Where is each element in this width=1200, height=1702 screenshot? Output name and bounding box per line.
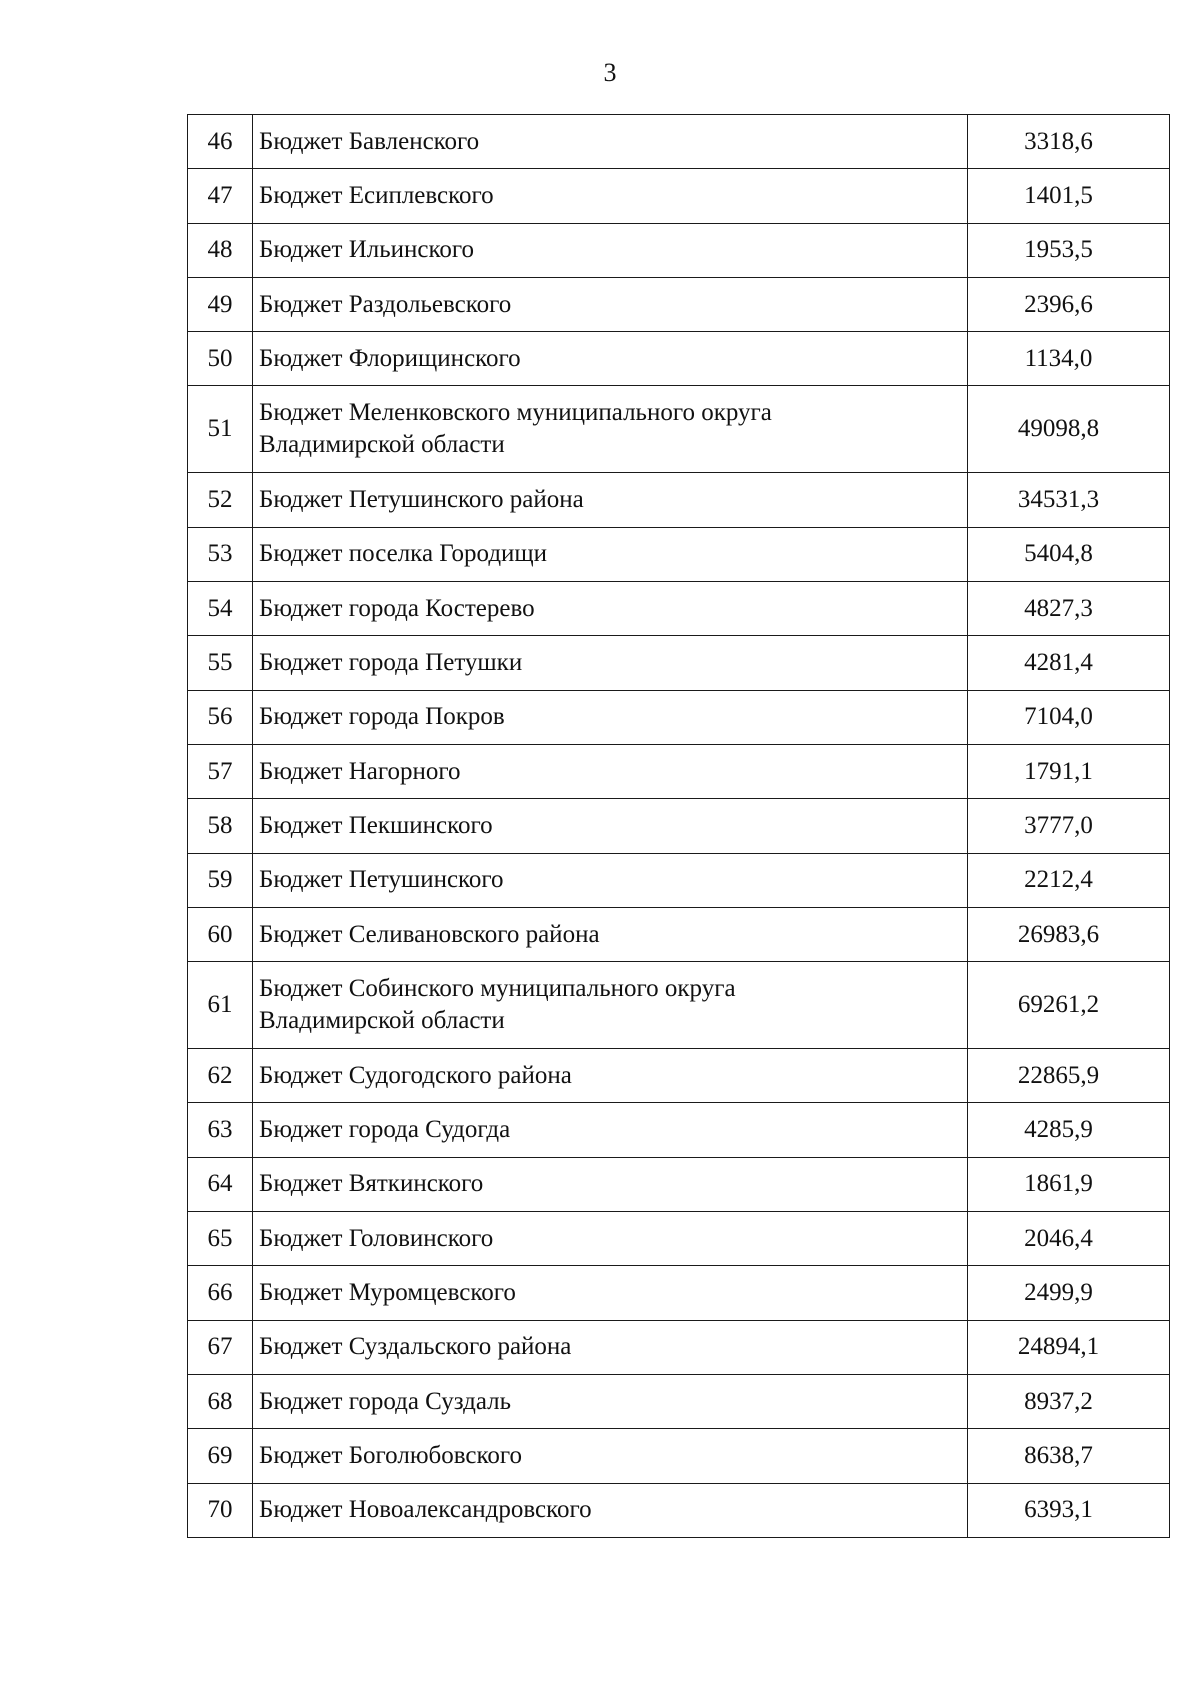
budget-name: Бюджет Селивановского района (253, 907, 968, 961)
table-row (188, 386, 1170, 473)
row-number: 61 (188, 962, 253, 1049)
table-row (188, 690, 1170, 744)
budget-amount: 2499,9 (968, 1266, 1170, 1320)
budget-name: Бюджет Муромцевского (253, 1266, 968, 1320)
budget-name: Бюджет Ильинского (253, 223, 968, 277)
budget-amount: 26983,6 (968, 907, 1170, 961)
table-row (188, 115, 1170, 169)
budget-name: Бюджет Головинского (253, 1212, 968, 1266)
budget-name: Бюджет Нагорного (253, 744, 968, 798)
row-number: 69 (188, 1429, 253, 1483)
budget-name: Бюджет Новоалександровского (253, 1483, 968, 1537)
page-number: 3 (603, 58, 617, 87)
budget-amount: 8937,2 (968, 1374, 1170, 1428)
table-row (188, 223, 1170, 277)
table-row (188, 1103, 1170, 1157)
budget-name: Бюджет Бавленского (253, 115, 968, 169)
budget-amount: 4827,3 (968, 582, 1170, 636)
table-row (188, 853, 1170, 907)
budget-name: Бюджет города Суздаль (253, 1374, 968, 1428)
budget-name: Бюджет Есиплевского (253, 169, 968, 223)
table-row (188, 169, 1170, 223)
budget-amount: 2396,6 (968, 277, 1170, 331)
budget-name-line: Бюджет Собинского муниципального округа (259, 975, 736, 1003)
budget-amount: 1401,5 (968, 169, 1170, 223)
budget-amount: 1953,5 (968, 223, 1170, 277)
row-number: 66 (188, 1266, 253, 1320)
budget-amount: 2046,4 (968, 1212, 1170, 1266)
row-number: 57 (188, 744, 253, 798)
table-row (188, 1374, 1170, 1428)
budget-amount: 69261,2 (968, 962, 1170, 1049)
budget-amount: 6393,1 (968, 1483, 1170, 1537)
table-row (188, 744, 1170, 798)
row-number: 49 (188, 277, 253, 331)
row-number: 65 (188, 1212, 253, 1266)
budget-name-line: Владимирской области (259, 1007, 505, 1035)
row-number: 58 (188, 799, 253, 853)
table-row (188, 636, 1170, 690)
budget-amount: 4285,9 (968, 1103, 1170, 1157)
budget-amount: 34531,3 (968, 473, 1170, 527)
row-number: 63 (188, 1103, 253, 1157)
budget-name: Бюджет города Петушки (253, 636, 968, 690)
budget-name (253, 386, 968, 473)
budget-name: Бюджет города Судогда (253, 1103, 968, 1157)
row-number: 54 (188, 582, 253, 636)
table-row (188, 277, 1170, 331)
table-row (188, 332, 1170, 386)
budget-name: Бюджет Судогодского района (253, 1049, 968, 1103)
budget-amount: 5404,8 (968, 527, 1170, 581)
budget-name: Бюджет города Костерево (253, 582, 968, 636)
budget-name: Бюджет Пекшинского (253, 799, 968, 853)
row-number: 59 (188, 853, 253, 907)
row-number: 56 (188, 690, 253, 744)
table-row (188, 473, 1170, 527)
budget-amount: 49098,8 (968, 386, 1170, 473)
budget-name: Бюджет Петушинского района (253, 473, 968, 527)
budget-name (253, 962, 968, 1049)
budget-amount: 2212,4 (968, 853, 1170, 907)
row-number: 67 (188, 1320, 253, 1374)
budget-name: Бюджет города Покров (253, 690, 968, 744)
table-row (188, 799, 1170, 853)
budget-name-line: Бюджет Меленковского муниципального округа (259, 399, 772, 427)
table-row (188, 1320, 1170, 1374)
budget-name-line: Владимирской области (259, 431, 505, 459)
row-number: 64 (188, 1157, 253, 1211)
budget-name: Бюджет Вяткинского (253, 1157, 968, 1211)
row-number: 50 (188, 332, 253, 386)
budget-amount: 7104,0 (968, 690, 1170, 744)
budget-name: Бюджет Петушинского (253, 853, 968, 907)
budget-name: Бюджет Боголюбовского (253, 1429, 968, 1483)
row-number: 68 (188, 1374, 253, 1428)
row-number: 46 (188, 115, 253, 169)
table-row (188, 1266, 1170, 1320)
budget-amount: 22865,9 (968, 1049, 1170, 1103)
budget-name: Бюджет поселка Городищи (253, 527, 968, 581)
table-row (188, 1212, 1170, 1266)
budget-table (187, 114, 1170, 1538)
budget-amount: 3777,0 (968, 799, 1170, 853)
budget-amount: 1861,9 (968, 1157, 1170, 1211)
budget-name: Бюджет Раздольевского (253, 277, 968, 331)
budget-amount: 1791,1 (968, 744, 1170, 798)
budget-amount: 24894,1 (968, 1320, 1170, 1374)
table-row (188, 1483, 1170, 1537)
budget-amount: 3318,6 (968, 115, 1170, 169)
row-number: 60 (188, 907, 253, 961)
row-number: 53 (188, 527, 253, 581)
table-row (188, 962, 1170, 1049)
table-row (188, 527, 1170, 581)
row-number: 70 (188, 1483, 253, 1537)
table-row (188, 582, 1170, 636)
row-number: 55 (188, 636, 253, 690)
table-row (188, 907, 1170, 961)
budget-amount: 1134,0 (968, 332, 1170, 386)
budget-amount: 8638,7 (968, 1429, 1170, 1483)
budget-name: Бюджет Суздальского района (253, 1320, 968, 1374)
row-number: 62 (188, 1049, 253, 1103)
row-number: 52 (188, 473, 253, 527)
table-row (188, 1429, 1170, 1483)
budget-name: Бюджет Флорищинского (253, 332, 968, 386)
row-number: 47 (188, 169, 253, 223)
row-number: 48 (188, 223, 253, 277)
row-number: 51 (188, 386, 253, 473)
table-row (188, 1157, 1170, 1211)
table-row (188, 1049, 1170, 1103)
budget-amount: 4281,4 (968, 636, 1170, 690)
